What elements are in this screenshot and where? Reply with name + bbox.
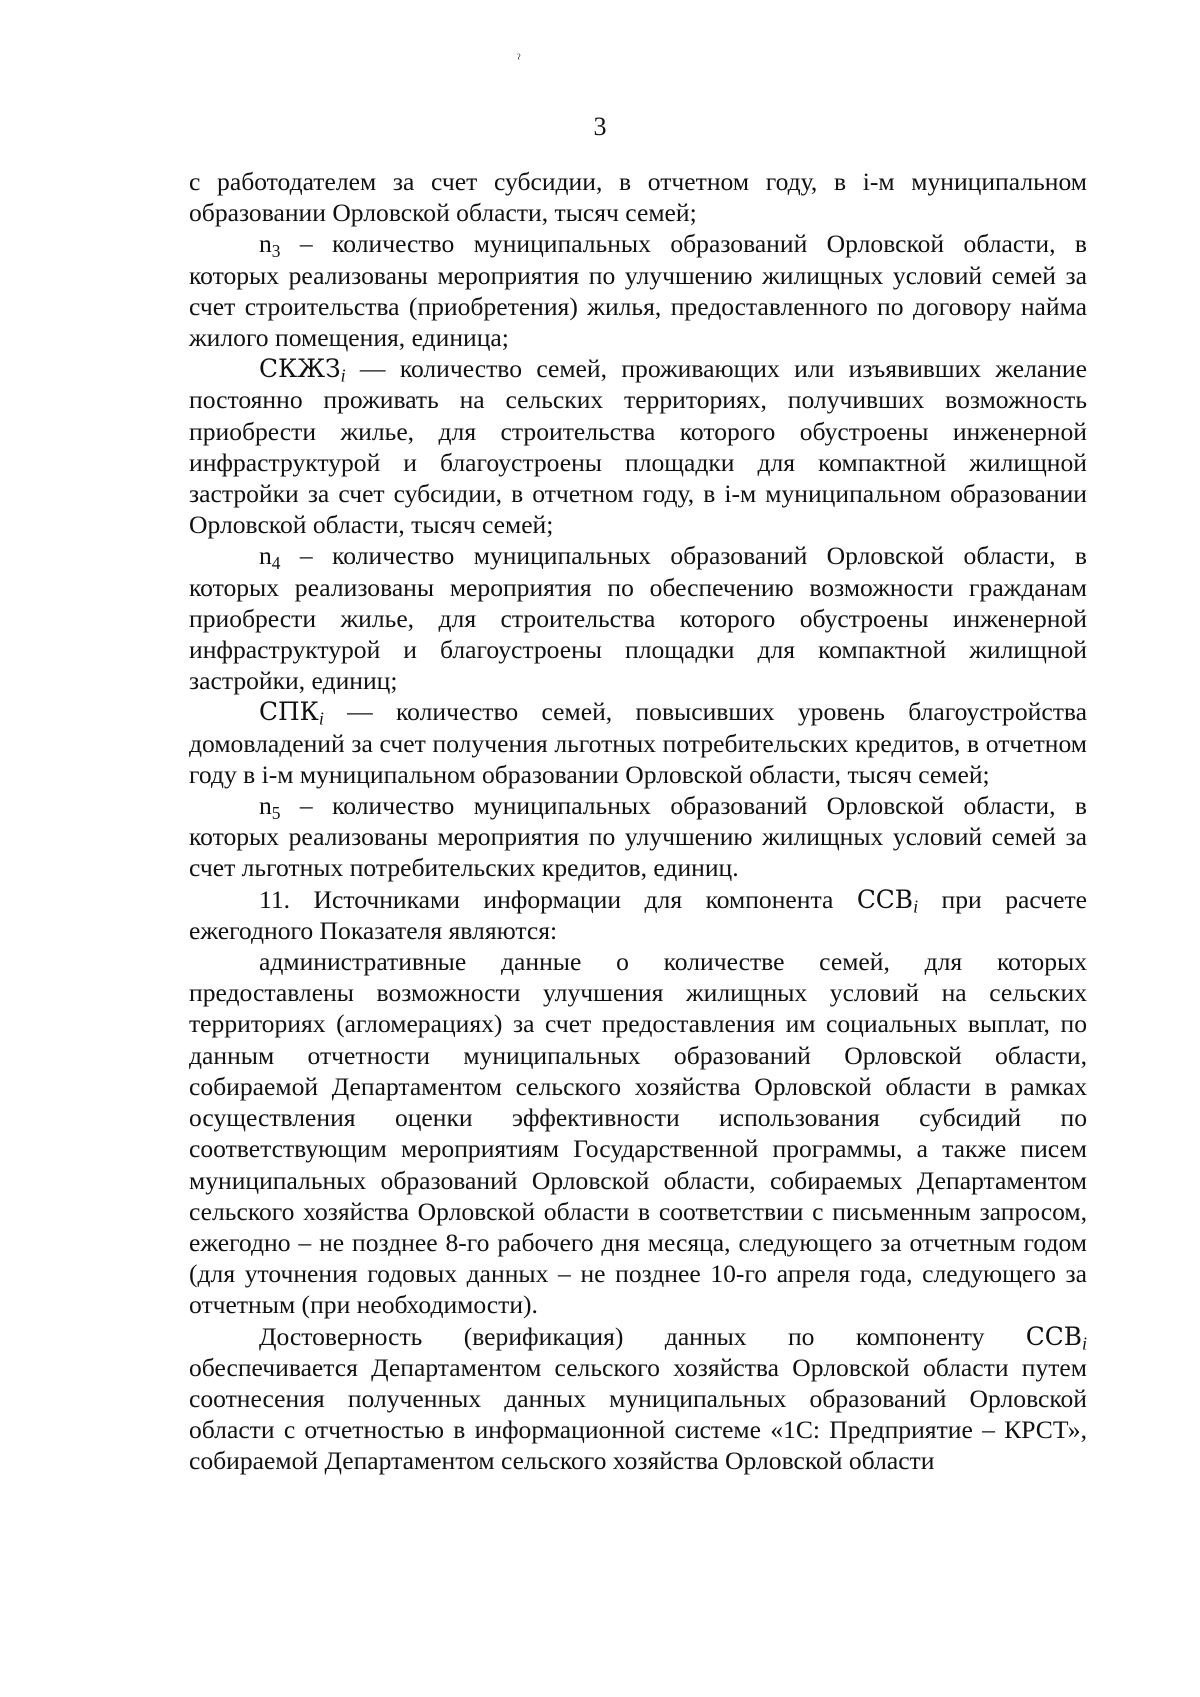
scan-speck: ˀ xyxy=(517,52,521,67)
paragraph-section-11 xyxy=(189,884,1087,946)
paragraph-text: 11. Источниками информации для компонента xyxy=(259,884,857,914)
variable-symbol: ССВ xyxy=(856,884,914,914)
variable-subscript: 5 xyxy=(271,802,281,823)
paragraph-text: с работодателем за счет субсидии, в отчетном году, в i-м муниципальном образовании Орловской области, тысяч семей; xyxy=(189,167,1087,228)
paragraph-continuation xyxy=(189,166,1087,228)
paragraph-verification xyxy=(189,1321,1087,1477)
document-body xyxy=(189,166,1087,1477)
variable-subscript: i xyxy=(340,365,346,386)
variable-symbol: ССВ xyxy=(1025,1321,1083,1351)
paragraph-text: административные данные о количестве семей, для которых предоставлены возможности улучшения жилищных условий на сельских территориях (агломерациях) за счет предоставления им социальных выплат, по данным отчетности муниципальных образований Орловской области, собираемой Департаментом сельского хозяйства Орловской области в рамках осуществления оценки эффективности использования субсидий по соответствующим мероприятиям Государственной программы, а также писем муниципальных образований Орловской области, собираемых Департаментом сельского хозяйства Орловской области в соответствии с письменным запросом, ежегодно – не позднее 8-го рабочего дня месяца, следующего за отчетным годом (для уточнения годовых данных – не позднее 10-го апреля года, следующего за отчетным (при необходимости). xyxy=(189,947,1087,1320)
variable-symbol: СПК xyxy=(259,697,319,727)
paragraph-text: — количество семей, повысивших уровень благоустройства домовладений за счет получения льготных потребительских кредитов, в отчетном году в i-м муниципальном образовании Орловской области, тысяч семей; xyxy=(189,697,1087,789)
paragraph-n3-definition xyxy=(189,228,1087,353)
variable-subscript: 4 xyxy=(271,553,281,574)
variable-symbol: n xyxy=(259,541,272,571)
paragraph-text: — количество семей, проживающих или изъявивших желание постоянно проживать на сельских территориях, получивших возможность приобрести жилье, для строительства которого обустроены инженерной инфраструктурой и благоустроены площадки для компактной жилищной застройки за счет субсидии, в отчетном году, в i-м муниципальном образовании Орловской области, тысяч семей; xyxy=(189,354,1087,540)
variable-subscript: 3 xyxy=(271,241,281,262)
paragraph-text: Достоверность (верификация) данных по компоненту xyxy=(259,1321,1026,1351)
paragraph-text: – количество муниципальных образований Орловской области, в которых реализованы мероприятия по улучшению жилищных условий семей за счет льготных потребительских кредитов, единиц. xyxy=(189,791,1087,883)
paragraph-text: при расчете ежегодного Показателя являются: xyxy=(189,884,1087,945)
paragraph-text: обеспечивается Департаментом сельского хозяйства Орловской области путем соотнесения полученных данных муниципальных образований Орловской области с отчетностью в информационной системе «1С: Предприятие – КРСТ», собираемой Департаментом сельского хозяйства Орловской области xyxy=(189,1352,1087,1476)
variable-subscript: i xyxy=(1082,1332,1087,1353)
paragraph-administrative-data xyxy=(189,946,1087,1320)
page-number: 3 xyxy=(593,112,607,141)
paragraph-skzh-definition xyxy=(189,353,1087,540)
variable-symbol: n xyxy=(259,229,272,259)
paragraph-spk-definition xyxy=(189,696,1087,790)
paragraph-n4-definition xyxy=(189,540,1087,696)
paragraph-n5-definition xyxy=(189,790,1087,884)
variable-subscript: i xyxy=(318,708,324,729)
variable-symbol: СКЖЗ xyxy=(259,354,341,384)
paragraph-text: – количество муниципальных образований Орловской области, в которых реализованы мероприятия по улучшению жилищных условий семей за счет строительства (приобретения) жилья, предоставленного по договору найма жилого помещения, единица; xyxy=(189,229,1087,353)
variable-subscript: i xyxy=(913,896,919,917)
paragraph-text: – количество муниципальных образований Орловской области, в которых реализованы мероприятия по обеспечению возможности гражданам приобрести жилье, для строительства которого обустроены инженерной инфраструктурой и благоустроены площадки для компактной жилищной застройки, единиц; xyxy=(189,541,1087,696)
variable-symbol: n xyxy=(259,791,272,821)
